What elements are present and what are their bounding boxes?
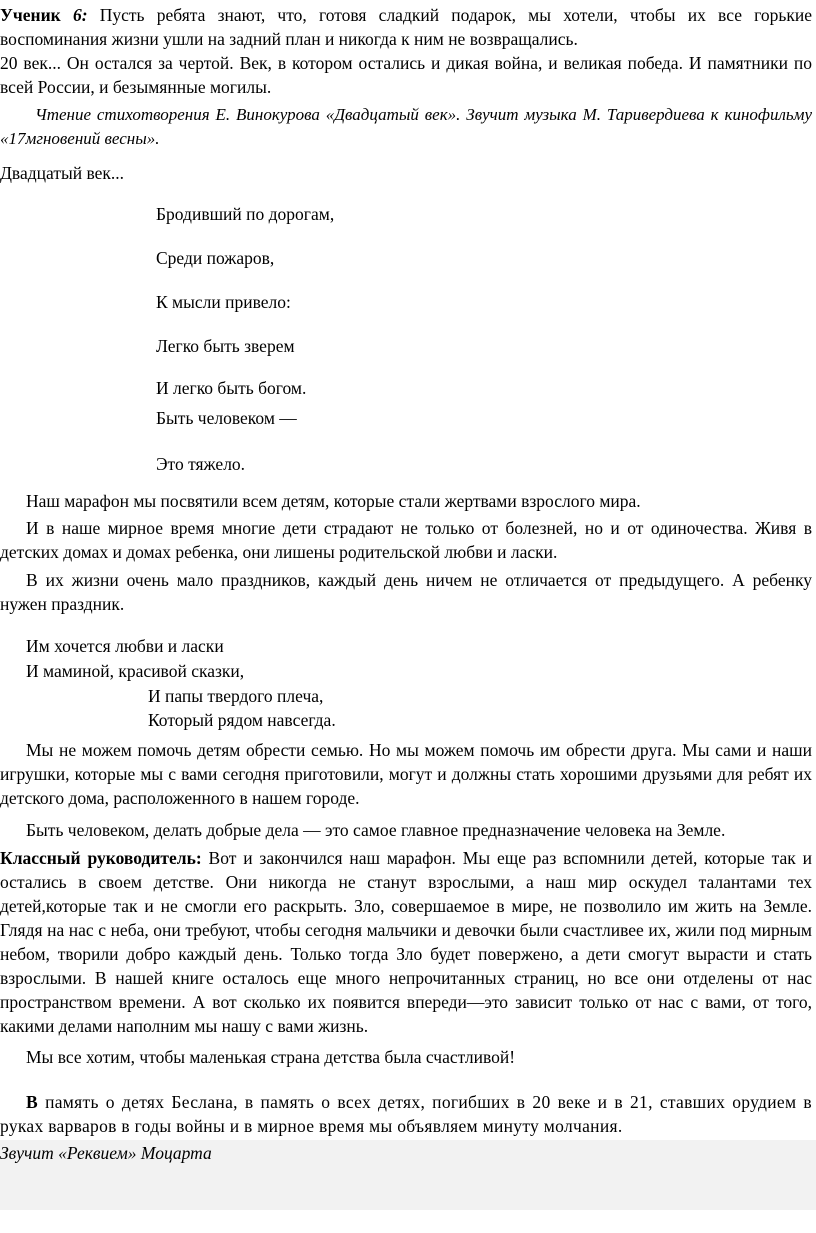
speaker-number: 6: — [72, 5, 88, 25]
stage-direction-requiem: Звучит «Реквием» Моцарта — [0, 1143, 212, 1163]
poem-line: Это тяжело. — [156, 454, 246, 474]
poem-line: Среди пожаров, — [156, 248, 275, 268]
poem-title: Двадцатый век... — [0, 163, 125, 183]
paragraph-be-human: Быть человеком, делать добрые дела — это самое главное предназначение человека на Земле. — [26, 820, 726, 840]
poem-line: Который рядом навсегда. — [148, 710, 336, 730]
paragraph-minute-of-silence — [0, 1090, 812, 1138]
speaker-label: Классный руководитель: — [0, 848, 202, 868]
poem-line: И папы твердого плеча, — [148, 686, 324, 706]
paragraph-marathon: Наш марафон мы посвятили всем детям, которые стали жертвами взрослого мира. — [26, 491, 641, 511]
paragraph-text: Пусть ребята знают, что, готовя сладкий подарок, мы хотели, чтобы их все горькие воспоминания жизни ушли на задний план и никогда к ним не возвращались. — [0, 5, 813, 49]
poem-line: Бродивший по дорогам, — [156, 204, 335, 224]
paragraph-class-teacher — [0, 846, 812, 1038]
paragraph-text: Вот и закончился наш марафон. Мы еще раз вспомнили детей, которые так и остались в своем детстве. Они никогда не станут взрослыми, а наш мир оскудел талантами тех детей,которые так и не смогли его раскрыть. Зло, совершаемое в мире, не позволило им жить на Земле. Глядя на нас с неба, они требуют, чтобы сегодня мальчики и девочки были счастливее их, жили под мирным небом, творили добро каждый день. Только тогда Зло будет повержено, а дети смогут вырасти и стать взрослыми. В нашей книге осталось еще много непрочитанных страниц, но все они отделены от нас пространством времени. А вот сколько их появится впереди—это зависит только от нас с вами, от того, какими делами наполним мы нашу с вами жизнь. — [0, 848, 812, 1036]
stage-direction-poem-reading: Чтение стихотворения Е. Винокурова «Двадцатый век». Звучит музыка М. Таривердиева к кинофильму «17мгновений весны». — [0, 105, 812, 148]
poem-line: И маминой, красивой сказки, — [26, 661, 245, 681]
paragraph-student6 — [0, 3, 812, 51]
poem-line: Быть человеком — — [156, 408, 297, 428]
poem-line: И легко быть богом. — [156, 378, 307, 398]
paragraph-20th-century: 20 век... Он остался за чертой. Век, в котором остались и дикая война, и великая победа. И памятники по всей России, и безымянные могилы. — [0, 53, 812, 97]
poem-line: Легко быть зверем — [156, 336, 295, 356]
poem-line: Им хочется любви и ласки — [26, 636, 224, 656]
paragraph-happy-childhood: Мы все хотим, чтобы маленькая страна детства была счастливой! — [26, 1047, 516, 1067]
paragraph-text: память о детях Беслана, в память о всех детях, погибших в 20 веке и в 21, ставших орудием в руках варваров в годы войны и в мирное время мы объявляем минуту молчания. — [0, 1092, 812, 1136]
poem-line: К мысли привело: — [156, 292, 291, 312]
paragraph-loneliness: И в наше мирное время многие дети страдают не только от болезней, но и от одиночества. Живя в детских домах и домах ребенка, они лишены родительской любви и ласки. — [0, 518, 812, 562]
paragraph-friends: Мы не можем помочь детям обрести семью. Но мы можем помочь им обрести друга. Мы сами и наши игрушки, которые мы с вами сегодня приготовили, могут и должны стать хорошими друзьями для ребят их детского дома, расположенного в нашем городе. — [0, 740, 812, 808]
lead-letter: В — [26, 1092, 38, 1112]
speaker-label: Ученик — [0, 5, 61, 25]
paragraph-holiday: В их жизни очень мало праздников, каждый день ничем не отличается от предыдущего. А ребенку нужен праздник. — [0, 570, 812, 614]
